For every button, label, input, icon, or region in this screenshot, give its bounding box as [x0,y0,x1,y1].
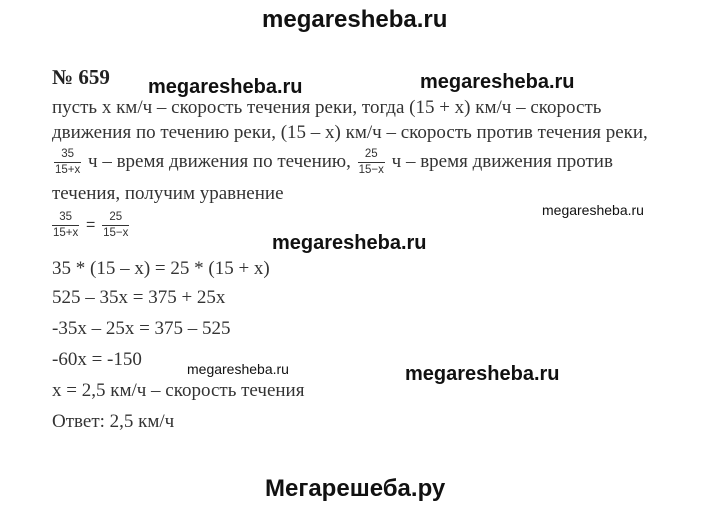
watermark-1[interactable]: megaresheba.ru [148,76,303,98]
text-line-3 [52,147,613,177]
fraction-denominator: 15+x [55,164,81,177]
problem-number: № 659 [52,65,110,89]
fraction-numerator: 35 [59,211,73,224]
fraction-numerator: 25 [364,148,378,161]
fraction-numerator: 35 [61,148,75,161]
answer: Ответ: 2,5 км/ч [52,411,175,432]
text-line-3a: ч – время движения по течению, [88,151,351,172]
step-4: -60х = -150 [52,349,142,370]
watermark-4[interactable]: megaresheba.ru [272,232,427,254]
equation-fraction-right [102,211,129,240]
watermark-3[interactable]: megaresheba.ru [542,202,644,218]
equals-sign: = [86,216,96,234]
equation-fraction-left [52,211,79,240]
text-line-2: движения по течению реки, (15 – х) км/ч – скорость против течения реки, [52,122,648,143]
fraction-numerator: 25 [109,211,123,224]
fraction-denominator: 15+x [53,227,79,240]
text-line-1: пусть х км/ч – скорость течения реки, тогда (15 + х) км/ч – скорость [52,97,602,118]
text-line-3b: ч – время движения против [391,151,613,172]
watermark-bottom[interactable]: Мегарешеба.ру [265,475,446,502]
fraction-denominator: 15−x [358,164,384,177]
watermark-2[interactable]: megaresheba.ru [420,71,575,93]
text-line-4: течения, получим уравнение [52,183,284,204]
step-1: 35 * (15 – х) = 25 * (15 + х) [52,258,270,279]
step-3: -35х – 25х = 375 – 525 [52,318,231,339]
fraction-denominator: 15−x [103,227,129,240]
fraction-upstream-time [358,148,385,177]
step-5: х = 2,5 км/ч – скорость течения [52,380,305,401]
equation [52,210,131,241]
watermark-5[interactable]: megaresheba.ru [187,361,289,377]
fraction-downstream-time [54,148,81,177]
watermark-top[interactable]: megaresheba.ru [262,6,448,33]
step-2: 525 – 35х = 375 + 25х [52,287,226,308]
watermark-6[interactable]: megaresheba.ru [405,363,560,385]
